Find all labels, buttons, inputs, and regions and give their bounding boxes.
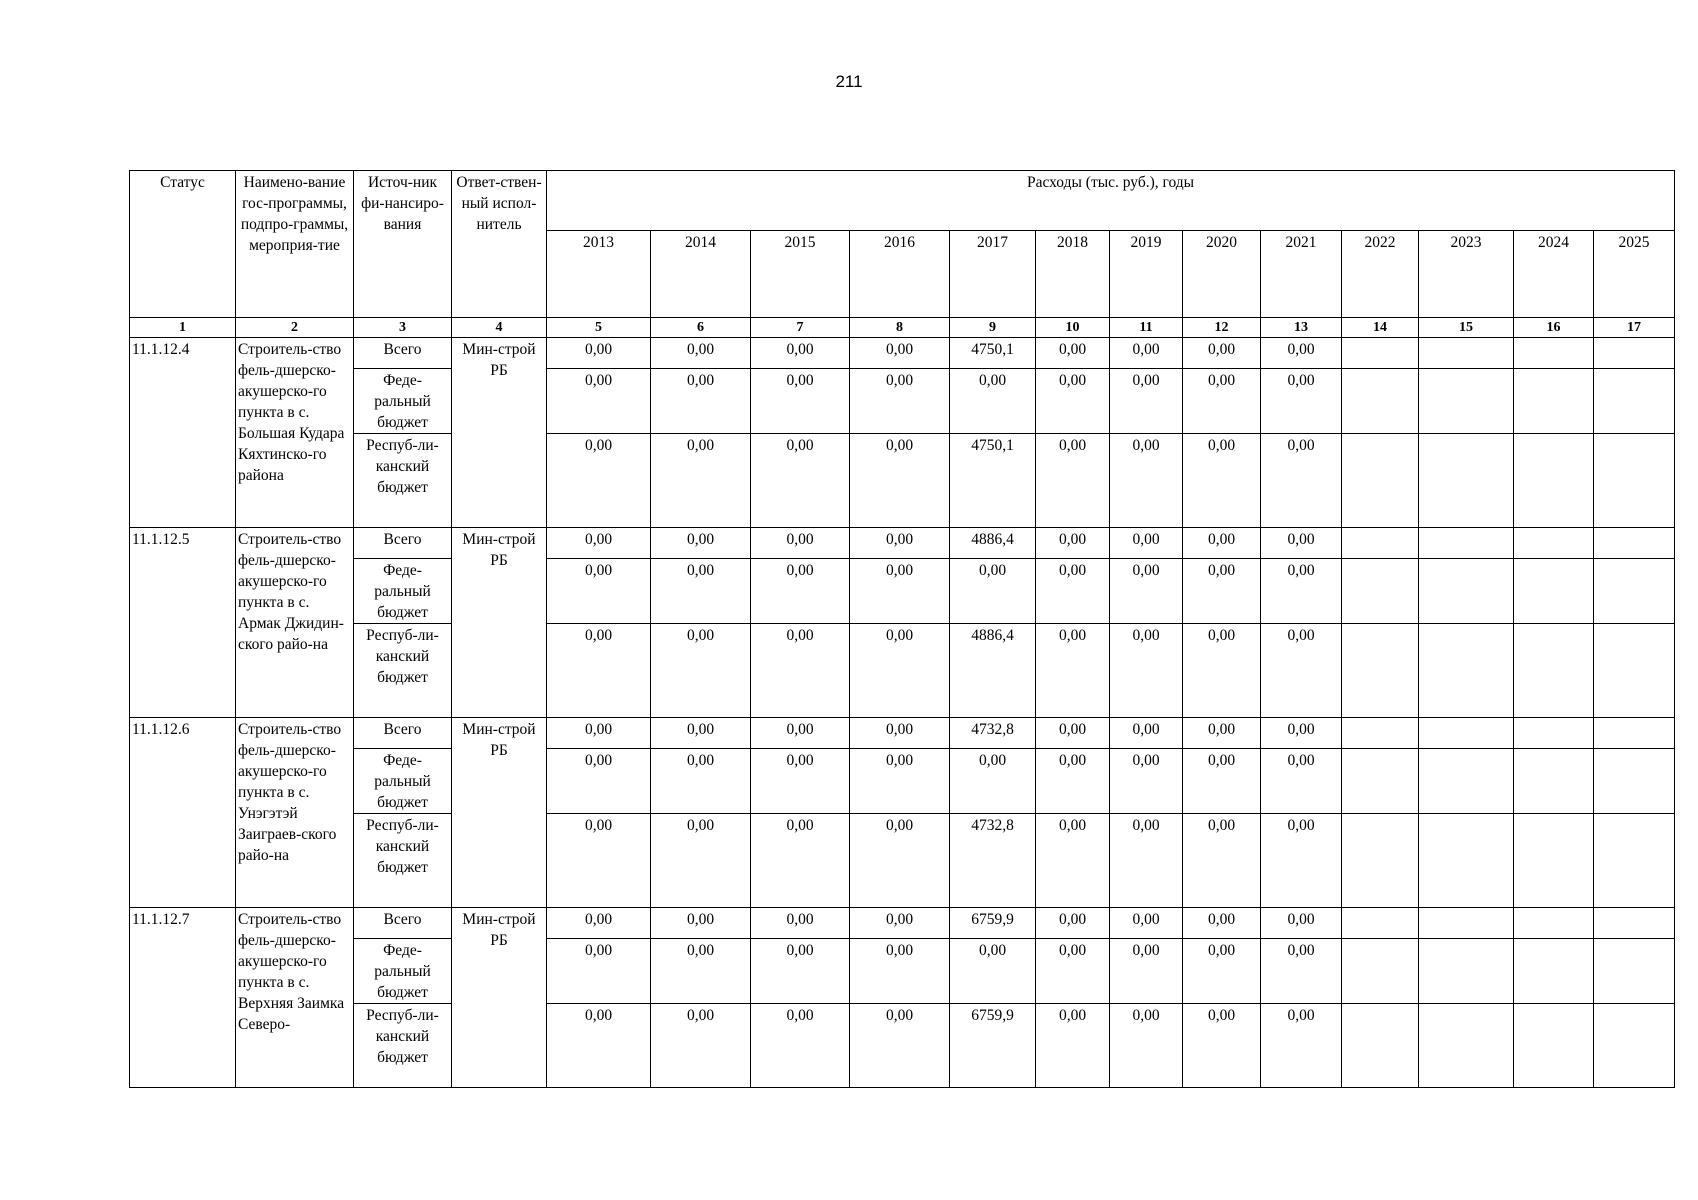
amount-cell bbox=[1594, 1004, 1675, 1088]
amount-cell: 0,00 bbox=[751, 908, 850, 939]
amount-cell bbox=[1419, 338, 1514, 369]
header-year: 2016 bbox=[850, 231, 950, 318]
header-year: 2019 bbox=[1110, 231, 1183, 318]
header-row bbox=[130, 171, 1675, 231]
amount-cell: 6759,9 bbox=[950, 908, 1036, 939]
amount-cell bbox=[1419, 814, 1514, 908]
amount-cell: 0,00 bbox=[651, 718, 751, 749]
amount-cell: 0,00 bbox=[1183, 939, 1261, 1004]
amount-cell bbox=[1594, 338, 1675, 369]
amount-cell: 0,00 bbox=[1110, 434, 1183, 528]
amount-cell: 0,00 bbox=[1183, 369, 1261, 434]
amount-cell bbox=[1514, 814, 1594, 908]
header-status: Статус bbox=[130, 171, 236, 318]
amount-cell: 0,00 bbox=[1183, 718, 1261, 749]
amount-cell: 0,00 bbox=[651, 559, 751, 624]
amount-cell: 0,00 bbox=[547, 559, 651, 624]
column-number: 7 bbox=[751, 318, 850, 338]
amount-cell: 0,00 bbox=[547, 718, 651, 749]
amount-cell: 0,00 bbox=[1110, 814, 1183, 908]
amount-cell bbox=[1419, 434, 1514, 528]
table-row bbox=[130, 528, 1675, 559]
funding-source-cell: Феде-ральный бюджет bbox=[354, 749, 452, 814]
amount-cell: 0,00 bbox=[547, 1004, 651, 1088]
amount-cell: 0,00 bbox=[651, 369, 751, 434]
amount-cell bbox=[1419, 718, 1514, 749]
amount-cell: 0,00 bbox=[1110, 749, 1183, 814]
amount-cell: 0,00 bbox=[1183, 749, 1261, 814]
amount-cell: 0,00 bbox=[1110, 559, 1183, 624]
header-year: 2024 bbox=[1514, 231, 1594, 318]
amount-cell: 0,00 bbox=[850, 814, 950, 908]
funding-source-cell: Феде-ральный бюджет bbox=[354, 939, 452, 1004]
amount-cell: 0,00 bbox=[751, 559, 850, 624]
amount-cell bbox=[1342, 338, 1419, 369]
amount-cell bbox=[1342, 749, 1419, 814]
amount-cell: 0,00 bbox=[1261, 369, 1342, 434]
header-year: 2013 bbox=[547, 231, 651, 318]
column-number-row bbox=[130, 318, 1675, 338]
amount-cell: 0,00 bbox=[651, 749, 751, 814]
amount-cell: 0,00 bbox=[850, 908, 950, 939]
amount-cell: 4732,8 bbox=[950, 718, 1036, 749]
column-number: 5 bbox=[547, 318, 651, 338]
table-row bbox=[130, 624, 1675, 718]
measure-name-cell: Строитель-ство фель-дшерско-акушерско-го пункта в с. Унэгэтэй Заиграев-ского райо-на bbox=[236, 718, 354, 908]
amount-cell bbox=[1594, 814, 1675, 908]
header-year: 2020 bbox=[1183, 231, 1261, 318]
funding-source-cell: Респуб-ли-канский бюджет bbox=[354, 624, 452, 718]
amount-cell bbox=[1342, 434, 1419, 528]
amount-cell: 0,00 bbox=[1261, 338, 1342, 369]
amount-cell: 0,00 bbox=[850, 939, 950, 1004]
amount-cell: 0,00 bbox=[850, 718, 950, 749]
amount-cell bbox=[1514, 434, 1594, 528]
amount-cell: 0,00 bbox=[1036, 939, 1110, 1004]
status-cell: 11.1.12.4 bbox=[130, 338, 236, 528]
table-row bbox=[130, 749, 1675, 814]
amount-cell: 0,00 bbox=[751, 749, 850, 814]
header-year: 2014 bbox=[651, 231, 751, 318]
amount-cell: 0,00 bbox=[1183, 908, 1261, 939]
table-row bbox=[130, 434, 1675, 528]
amount-cell: 0,00 bbox=[751, 369, 850, 434]
amount-cell: 0,00 bbox=[850, 338, 950, 369]
funding-source-cell: Респуб-ли-канский бюджет bbox=[354, 434, 452, 528]
amount-cell bbox=[1419, 1004, 1514, 1088]
table-row bbox=[130, 718, 1675, 749]
header-year: 2025 bbox=[1594, 231, 1675, 318]
amount-cell: 0,00 bbox=[1110, 338, 1183, 369]
amount-cell: 0,00 bbox=[1261, 528, 1342, 559]
amount-cell bbox=[1594, 749, 1675, 814]
amount-cell: 0,00 bbox=[1036, 749, 1110, 814]
amount-cell bbox=[1514, 718, 1594, 749]
amount-cell bbox=[1594, 559, 1675, 624]
column-number: 8 bbox=[850, 318, 950, 338]
funding-source-cell: Респуб-ли-канский бюджет bbox=[354, 1004, 452, 1088]
column-number: 12 bbox=[1183, 318, 1261, 338]
amount-cell bbox=[1594, 528, 1675, 559]
amount-cell: 0,00 bbox=[1183, 1004, 1261, 1088]
table-row bbox=[130, 939, 1675, 1004]
header-expenses: Расходы (тыс. руб.), годы bbox=[547, 171, 1675, 231]
amount-cell: 0,00 bbox=[1110, 1004, 1183, 1088]
amount-cell: 6759,9 bbox=[950, 1004, 1036, 1088]
amount-cell bbox=[1342, 1004, 1419, 1088]
amount-cell: 0,00 bbox=[1261, 908, 1342, 939]
amount-cell: 0,00 bbox=[1261, 939, 1342, 1004]
funding-source-cell: Всего bbox=[354, 718, 452, 749]
amount-cell: 0,00 bbox=[1261, 814, 1342, 908]
amount-cell bbox=[1419, 908, 1514, 939]
amount-cell: 0,00 bbox=[1261, 749, 1342, 814]
amount-cell: 0,00 bbox=[850, 749, 950, 814]
column-number: 9 bbox=[950, 318, 1036, 338]
amount-cell: 0,00 bbox=[1036, 814, 1110, 908]
amount-cell bbox=[1419, 939, 1514, 1004]
amount-cell bbox=[1514, 369, 1594, 434]
amount-cell bbox=[1594, 718, 1675, 749]
page-number: 211 bbox=[835, 72, 863, 91]
amount-cell: 0,00 bbox=[651, 338, 751, 369]
column-number: 11 bbox=[1110, 318, 1183, 338]
amount-cell bbox=[1342, 559, 1419, 624]
amount-cell: 0,00 bbox=[850, 559, 950, 624]
executor-cell: Мин-строй РБ bbox=[452, 908, 547, 1088]
amount-cell bbox=[1514, 908, 1594, 939]
amount-cell bbox=[1419, 528, 1514, 559]
amount-cell: 0,00 bbox=[1261, 718, 1342, 749]
amount-cell bbox=[1594, 624, 1675, 718]
amount-cell: 0,00 bbox=[950, 939, 1036, 1004]
amount-cell: 4886,4 bbox=[950, 528, 1036, 559]
amount-cell bbox=[1419, 369, 1514, 434]
column-number: 16 bbox=[1514, 318, 1594, 338]
executor-cell: Мин-строй РБ bbox=[452, 718, 547, 908]
amount-cell bbox=[1514, 749, 1594, 814]
funding-source-cell: Респуб-ли-канский бюджет bbox=[354, 814, 452, 908]
amount-cell bbox=[1342, 528, 1419, 559]
amount-cell: 0,00 bbox=[751, 718, 850, 749]
amount-cell: 4732,8 bbox=[950, 814, 1036, 908]
amount-cell bbox=[1594, 939, 1675, 1004]
amount-cell: 0,00 bbox=[850, 434, 950, 528]
header-executor: Ответ-ствен-ный испол-нитель bbox=[452, 171, 547, 318]
amount-cell: 0,00 bbox=[1036, 559, 1110, 624]
table-row bbox=[130, 338, 1675, 369]
amount-cell: 0,00 bbox=[1110, 908, 1183, 939]
amount-cell: 0,00 bbox=[547, 749, 651, 814]
amount-cell: 0,00 bbox=[547, 338, 651, 369]
column-number: 15 bbox=[1419, 318, 1514, 338]
amount-cell bbox=[1594, 908, 1675, 939]
amount-cell: 0,00 bbox=[751, 528, 850, 559]
amount-cell: 0,00 bbox=[950, 559, 1036, 624]
amount-cell: 0,00 bbox=[1183, 814, 1261, 908]
amount-cell bbox=[1419, 624, 1514, 718]
amount-cell: 0,00 bbox=[1036, 434, 1110, 528]
amount-cell: 0,00 bbox=[1261, 624, 1342, 718]
amount-cell: 0,00 bbox=[1183, 338, 1261, 369]
table-row bbox=[130, 1004, 1675, 1088]
amount-cell: 0,00 bbox=[1110, 624, 1183, 718]
amount-cell: 0,00 bbox=[850, 528, 950, 559]
amount-cell bbox=[1342, 718, 1419, 749]
amount-cell bbox=[1342, 939, 1419, 1004]
amount-cell bbox=[1342, 908, 1419, 939]
amount-cell bbox=[1514, 1004, 1594, 1088]
amount-cell: 0,00 bbox=[850, 1004, 950, 1088]
amount-cell: 0,00 bbox=[1183, 624, 1261, 718]
funding-source-cell: Всего bbox=[354, 338, 452, 369]
measure-name-cell: Строитель-ство фель-дшерско-акушерско-го пункта в с. Большая Кудара Кяхтинско-го района bbox=[236, 338, 354, 528]
table-row bbox=[130, 369, 1675, 434]
amount-cell: 0,00 bbox=[547, 434, 651, 528]
amount-cell bbox=[1594, 369, 1675, 434]
amount-cell: 0,00 bbox=[651, 1004, 751, 1088]
amount-cell bbox=[1342, 814, 1419, 908]
amount-cell: 0,00 bbox=[950, 749, 1036, 814]
amount-cell: 0,00 bbox=[651, 434, 751, 528]
column-number: 4 bbox=[452, 318, 547, 338]
table-row bbox=[130, 908, 1675, 939]
amount-cell: 4750,1 bbox=[950, 338, 1036, 369]
budget-table bbox=[129, 170, 1675, 1088]
amount-cell: 0,00 bbox=[751, 814, 850, 908]
amount-cell: 0,00 bbox=[547, 814, 651, 908]
amount-cell: 0,00 bbox=[547, 528, 651, 559]
header-year: 2023 bbox=[1419, 231, 1514, 318]
amount-cell: 0,00 bbox=[1261, 559, 1342, 624]
amount-cell: 0,00 bbox=[850, 624, 950, 718]
amount-cell: 0,00 bbox=[1036, 369, 1110, 434]
column-number: 6 bbox=[651, 318, 751, 338]
amount-cell: 0,00 bbox=[547, 369, 651, 434]
amount-cell: 4886,4 bbox=[950, 624, 1036, 718]
amount-cell: 0,00 bbox=[1110, 718, 1183, 749]
amount-cell bbox=[1594, 434, 1675, 528]
amount-cell: 0,00 bbox=[547, 939, 651, 1004]
header-year: 2015 bbox=[751, 231, 850, 318]
amount-cell: 0,00 bbox=[1261, 434, 1342, 528]
amount-cell: 0,00 bbox=[1261, 1004, 1342, 1088]
amount-cell: 0,00 bbox=[751, 434, 850, 528]
amount-cell: 0,00 bbox=[1036, 528, 1110, 559]
amount-cell: 0,00 bbox=[751, 939, 850, 1004]
amount-cell bbox=[1514, 559, 1594, 624]
amount-cell bbox=[1514, 939, 1594, 1004]
amount-cell: 0,00 bbox=[651, 908, 751, 939]
amount-cell bbox=[1419, 559, 1514, 624]
amount-cell: 0,00 bbox=[651, 624, 751, 718]
amount-cell: 0,00 bbox=[1110, 369, 1183, 434]
amount-cell: 0,00 bbox=[751, 1004, 850, 1088]
amount-cell bbox=[1342, 369, 1419, 434]
status-cell: 11.1.12.5 bbox=[130, 528, 236, 718]
amount-cell bbox=[1514, 624, 1594, 718]
amount-cell: 0,00 bbox=[850, 369, 950, 434]
amount-cell bbox=[1514, 338, 1594, 369]
amount-cell: 0,00 bbox=[547, 624, 651, 718]
amount-cell: 4750,1 bbox=[950, 434, 1036, 528]
amount-cell: 0,00 bbox=[1183, 559, 1261, 624]
column-number: 14 bbox=[1342, 318, 1419, 338]
measure-name-cell: Строитель-ство фель-дшерско-акушерско-го пункта в с. Армак Джидин-ского райо-на bbox=[236, 528, 354, 718]
table-row bbox=[130, 559, 1675, 624]
column-number: 17 bbox=[1594, 318, 1675, 338]
amount-cell: 0,00 bbox=[547, 908, 651, 939]
executor-cell: Мин-строй РБ bbox=[452, 338, 547, 528]
funding-source-cell: Всего bbox=[354, 908, 452, 939]
amount-cell: 0,00 bbox=[651, 939, 751, 1004]
column-number: 3 bbox=[354, 318, 452, 338]
amount-cell bbox=[1419, 749, 1514, 814]
table-row bbox=[130, 814, 1675, 908]
header-source: Источ-ник фи-нансиро-вания bbox=[354, 171, 452, 318]
status-cell: 11.1.12.6 bbox=[130, 718, 236, 908]
amount-cell: 0,00 bbox=[950, 369, 1036, 434]
amount-cell: 0,00 bbox=[1036, 338, 1110, 369]
header-year: 2017 bbox=[950, 231, 1036, 318]
executor-cell: Мин-строй РБ bbox=[452, 528, 547, 718]
amount-cell: 0,00 bbox=[1183, 434, 1261, 528]
amount-cell: 0,00 bbox=[1036, 1004, 1110, 1088]
table-body bbox=[130, 171, 1675, 1088]
funding-source-cell: Феде-ральный бюджет bbox=[354, 369, 452, 434]
funding-source-cell: Всего bbox=[354, 528, 452, 559]
header-name: Наимено-вание гос-программы, подпро-граммы, мероприя-тие bbox=[236, 171, 354, 318]
column-number: 13 bbox=[1261, 318, 1342, 338]
amount-cell: 0,00 bbox=[1110, 528, 1183, 559]
amount-cell: 0,00 bbox=[651, 528, 751, 559]
header-year: 2021 bbox=[1261, 231, 1342, 318]
amount-cell: 0,00 bbox=[651, 814, 751, 908]
amount-cell: 0,00 bbox=[1036, 624, 1110, 718]
amount-cell bbox=[1342, 624, 1419, 718]
amount-cell: 0,00 bbox=[751, 338, 850, 369]
status-cell: 11.1.12.7 bbox=[130, 908, 236, 1088]
measure-name-cell: Строитель-ство фель-дшерско-акушерско-го пункта в с. Верхняя Заимка Северо- bbox=[236, 908, 354, 1088]
amount-cell bbox=[1514, 528, 1594, 559]
header-year: 2022 bbox=[1342, 231, 1419, 318]
header-year: 2018 bbox=[1036, 231, 1110, 318]
amount-cell: 0,00 bbox=[1183, 528, 1261, 559]
column-number: 2 bbox=[236, 318, 354, 338]
amount-cell: 0,00 bbox=[1036, 718, 1110, 749]
amount-cell: 0,00 bbox=[1036, 908, 1110, 939]
column-number: 1 bbox=[130, 318, 236, 338]
amount-cell: 0,00 bbox=[751, 624, 850, 718]
column-number: 10 bbox=[1036, 318, 1110, 338]
amount-cell: 0,00 bbox=[1110, 939, 1183, 1004]
funding-source-cell: Феде-ральный бюджет bbox=[354, 559, 452, 624]
